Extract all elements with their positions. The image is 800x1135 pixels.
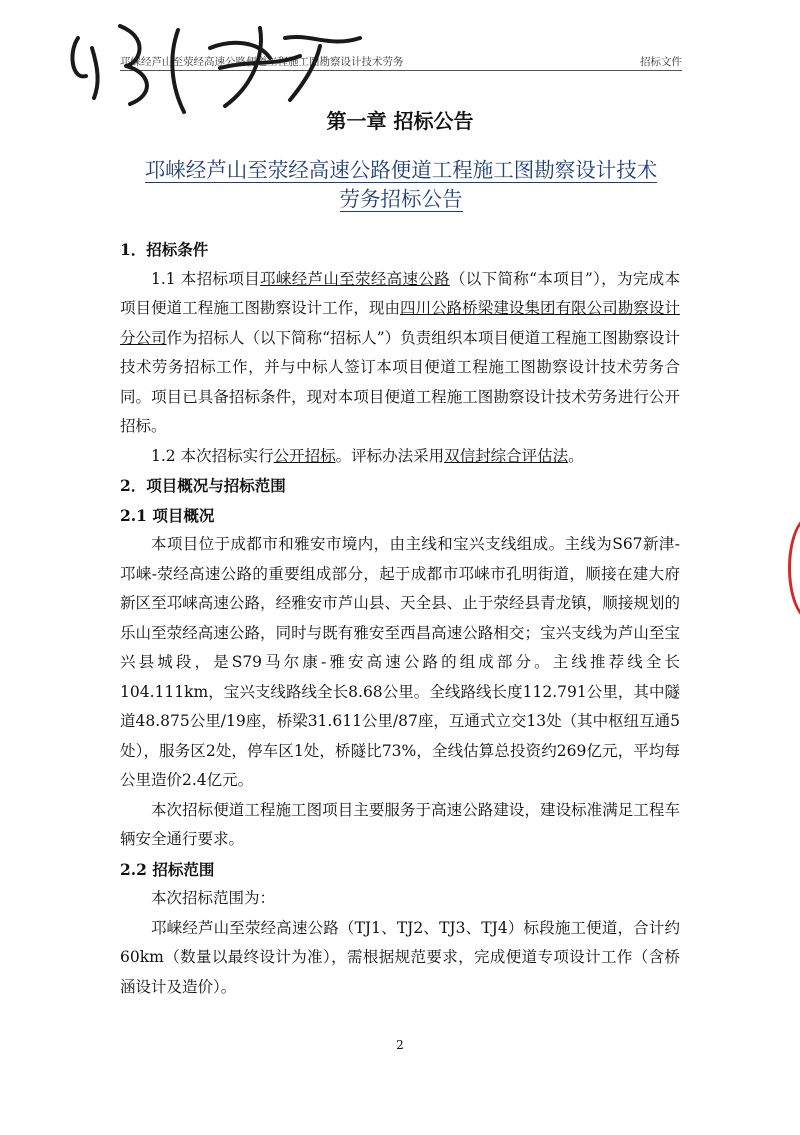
project-name-underlined: 邛崃经芦山至荥经高速公路 — [260, 269, 450, 288]
section-heading: 1．招标条件 — [120, 240, 209, 259]
subsection-heading: 2.2 招标范围 — [120, 859, 215, 879]
tender-method-underlined: 公开招标 — [273, 446, 336, 465]
tenderer-name-underlined: 四川公路桥梁建设集团有限公司勘察设计分公司 — [120, 299, 680, 347]
document-body — [120, 235, 680, 1002]
header-doc-type: 招标文件 — [640, 56, 682, 68]
paragraph: 本次招标便道工程施工图项目主要服务于高速公路建设，建设标准满足工程车辆安全通行要求。 — [120, 800, 680, 848]
paragraph: 1.1 本招标项目邛崃经芦山至荥经高速公路（以下简称“本项目”），为完成本项目便道工程施工图勘察设计工作，现由四川公路桥梁建设集团有限公司勘察设计分公司作为招标人（以下简称“招标人”）负责组织本项目便道工程施工图勘察设计技术劳务招标工作，并与中标人签订本项目便道工程施工图勘察设计技术劳务合同。项目已具备招标条件，现对本项目便道工程施工图勘察设计技术劳务进行公开招标。 — [120, 269, 680, 435]
red-seal-stamp — [788, 515, 800, 621]
evaluation-method-underlined: 双信封综合评估法 — [444, 446, 569, 465]
handwritten-signature — [60, 8, 380, 120]
chapter-title: 第一章 招标公告 — [326, 109, 474, 133]
header-doc-name: 邛崃经芦山至荥经高速公路便道工程施工图勘察设计技术劳务 — [120, 56, 404, 68]
paragraph: 邛崃经芦山至荥经高速公路（TJ1、TJ2、TJ3、TJ4）标段施工便道，合计约60km（数量以最终设计为准），需根据规范要求，完成便道专项设计工作（含桥涵设计及造价）。 — [120, 918, 680, 996]
page-number: 2 — [396, 1038, 404, 1052]
title-line-1: 邛崃经芦山至荥经高速公路便道工程施工图勘察设计技术 — [144, 158, 658, 182]
title-line-2: 劳务招标公告 — [339, 187, 463, 211]
section-heading: 2．项目概况与招标范围 — [120, 476, 286, 495]
paragraph: 1.2 本次招标实行公开招标。评标办法采用双信封综合评估法。 — [151, 446, 584, 465]
announcement-title — [120, 156, 682, 214]
paragraph: 本项目位于成都市和雅安市境内，由主线和宝兴支线组成。主线为S67新津-邛崃-荥经高速公路的重要组成部分，起于成都市邛崃市孔明街道，顺接在建大府新区至邛崃高速公路，经雅安市芦山县、天全县、止于荥经县青龙镇，顺接规划的乐山至荥经高速公路，同时与既有雅安至西昌高速公路相交；宝兴支线为芦山至宝兴县城段，是S79马尔康-雅安高速公路的组成部分。主线推荐线全长104.111km，宝兴支线路线全长8.68公里。全线路线长度112.791公里，其中隧道48.875公里/19座，桥梁31.611公里/87座，互通式立交13处（其中枢纽互通5处），服务区2处，停车区1处，桥隧比73%，全线估算总投资约269亿元，平均每公里造价2.4亿元。 — [120, 535, 680, 789]
paragraph: 本次招标范围为： — [151, 889, 276, 907]
subsection-heading: 2.1 项目概况 — [120, 505, 215, 525]
